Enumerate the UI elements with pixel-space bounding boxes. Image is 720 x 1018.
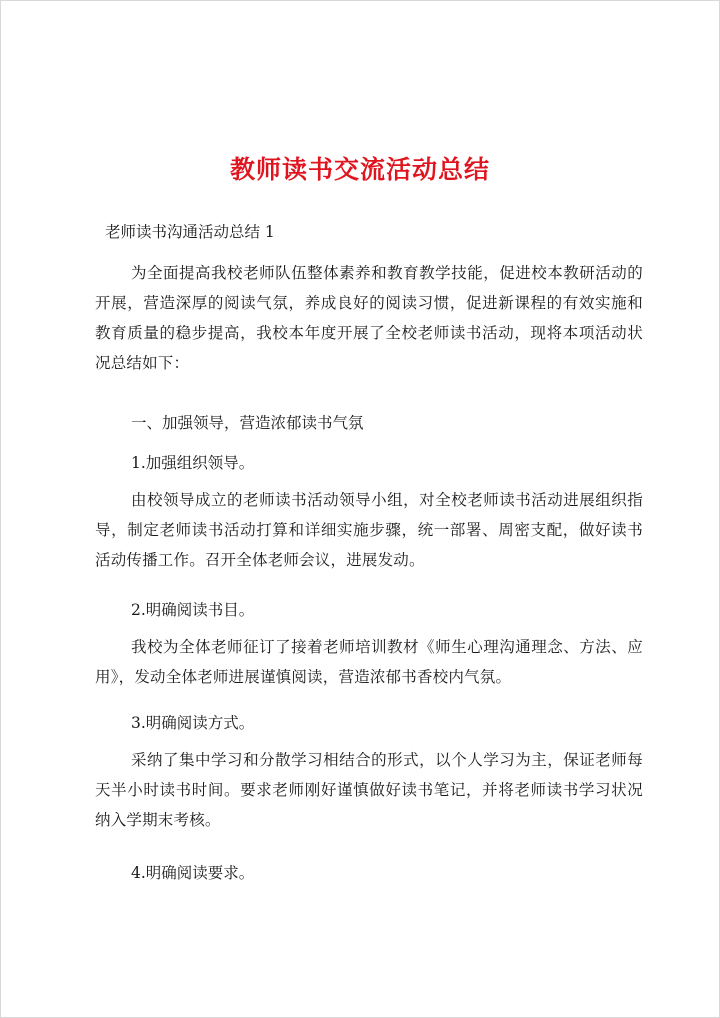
- paragraph-1: 由校领导成立的老师读书活动领导小组，对全校老师读书活动进展组织指导，制定老师读书活动打算和详细实施步骤，统一部署、周密支配，做好读书活动传播工作。召开全体老师会议，进展发动。: [95, 491, 643, 569]
- document-subtitle: 老师读书沟通活动总结 1: [105, 223, 275, 241]
- paragraph-3: 采纳了集中学习和分散学习相结合的形式，以个人学习为主，保证老师每天半小时读书时间。要求老师刚好谨慎做好读书笔记，并将老师读书学习状况纳入学期末考核。: [95, 751, 643, 829]
- subheading-3: 3.明确阅读方式。: [131, 714, 255, 732]
- subheading-2: 2.明确阅读书目。: [131, 601, 255, 619]
- section-heading-1: 一、加强领导，营造浓郁读书气氛: [131, 414, 364, 432]
- subheading-4: 4.明确阅读要求。: [131, 864, 255, 882]
- document-title: 教师读书交流活动总结: [229, 155, 490, 184]
- paragraph-intro: 为全面提高我校老师队伍整体素养和教育教学技能，促进校本教研活动的开展，营造深厚的阅读气氛，养成良好的阅读习惯，促进新课程的有效实施和教育质量的稳步提高，我校本年度开展了全校老师读书活动，现将本项活动状况总结如下：: [95, 264, 643, 372]
- subheading-1: 1.加强组织领导。: [131, 454, 255, 472]
- paragraph-2: 我校为全体老师征订了接着老师培训教材《师生心理沟通理念、方法、应用》，发动全体老师进展谨慎阅读，营造浓郁书香校内气氛。: [95, 638, 643, 686]
